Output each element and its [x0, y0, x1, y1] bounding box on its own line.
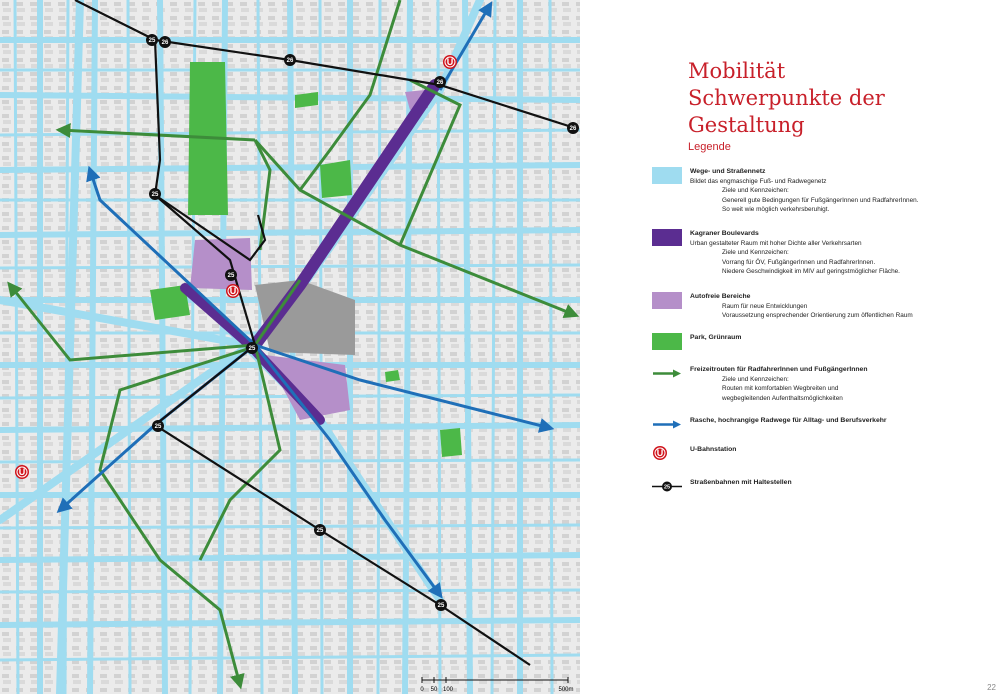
svg-text:25: 25	[151, 192, 159, 198]
svg-text:26: 26	[569, 126, 577, 132]
legend-goal: Voraussetzung ensprechender Orientierung zum öffentlichen Raum	[722, 312, 913, 320]
tram-stop[interactable]	[149, 188, 161, 200]
street-network-swatch	[652, 167, 682, 184]
ubahn-station-icon[interactable]	[15, 465, 29, 479]
svg-text:25: 25	[316, 528, 324, 534]
legend-item-desc: Raum für neue Entwicklungen	[722, 302, 808, 310]
legend-item-title: Straßenbahnen mit Haltestellen	[690, 479, 792, 486]
title-line-1: Mobilität	[688, 59, 786, 83]
svg-text:U: U	[229, 286, 237, 296]
legend-goals-label: Ziele und Kennzeichen:	[722, 187, 789, 195]
park-swatch	[652, 333, 682, 350]
legend-goal: wegbegleitenden Aufenthaltsmöglichkeiten	[722, 394, 843, 402]
svg-text:25: 25	[148, 38, 156, 44]
tram-stop-icon	[652, 478, 682, 495]
svg-text:500m: 500m	[558, 687, 574, 693]
scale-bar	[418, 676, 578, 694]
legend-goal: So weit wie möglich verkehrsberuhigt.	[722, 206, 830, 214]
legend-heading: Legende	[688, 141, 731, 153]
car-free-swatch	[652, 292, 682, 309]
tram-stop[interactable]	[225, 269, 237, 281]
tram-stop[interactable]	[435, 599, 447, 611]
legend-item-title: Rasche, hochrangige Radwege für Alltag- und Berufsverkehr	[690, 417, 887, 424]
svg-text:U: U	[18, 467, 26, 477]
legend-item-title: Park, Grünraum	[690, 334, 742, 341]
svg-text:25: 25	[663, 484, 671, 491]
svg-text:25: 25	[437, 603, 445, 609]
legend-item-title: Wege- und Straßennetz	[690, 168, 766, 175]
tram-stop[interactable]	[146, 34, 158, 46]
legend-item-title: U-Bahnstation	[690, 446, 737, 453]
svg-text:25: 25	[227, 273, 235, 279]
title-line-2: Schwerpunkte der Gestaltung	[688, 86, 885, 137]
svg-text:U: U	[656, 448, 664, 458]
legend-item-desc: Urban gestalteter Raum mit hoher Dichte aller Verkehrsarten	[690, 239, 862, 247]
tram-stop[interactable]	[152, 420, 164, 432]
svg-text:26: 26	[286, 58, 294, 64]
green-arrow-icon	[652, 365, 682, 382]
legend-goal: Niedere Geschwindigkeit im MIV auf geringstmöglicher Fläche.	[722, 268, 900, 276]
legend-goal: Vorrang für ÖV, FußgängerInnen und RadfahrerInnen.	[722, 258, 876, 266]
svg-text:100: 100	[442, 687, 454, 693]
tram-stop[interactable]	[159, 36, 171, 48]
svg-text:26: 26	[161, 40, 169, 46]
blue-arrow-icon	[652, 416, 682, 433]
svg-text:U: U	[446, 57, 454, 67]
tram-stop[interactable]	[567, 122, 579, 134]
tram-stop[interactable]	[314, 524, 326, 536]
legend-goals-label: Ziele und Kennzeichen:	[722, 249, 789, 257]
ubahn-icon	[652, 445, 682, 462]
svg-text:25: 25	[154, 424, 162, 430]
legend-item-title: Freizeitrouten für RadfahrerInnen und FußgängerInnen	[690, 366, 868, 373]
ubahn-station-icon[interactable]	[443, 55, 457, 69]
legend-goal: Generell gute Bedingungen für FußgängerInnen und RadfahrerInnen.	[722, 196, 919, 204]
ubahn-station-icon[interactable]	[226, 284, 240, 298]
boulevard-swatch	[652, 229, 682, 246]
page-number: 22	[987, 683, 996, 692]
legend-goals-label: Ziele und Kennzeichen:	[722, 375, 789, 383]
legend-item-title: Autofreie Bereiche	[690, 293, 751, 300]
svg-text:0: 0	[420, 687, 424, 693]
legend-item-desc: Bildet das engmaschige Fuß- und Radwegenetz	[690, 177, 827, 185]
svg-text:25: 25	[248, 346, 256, 352]
svg-text:50: 50	[430, 687, 438, 693]
tram-stop[interactable]	[434, 76, 446, 88]
legend-item-title: Kagraner Boulevards	[690, 230, 759, 237]
svg-text:26: 26	[436, 80, 444, 86]
legend-goal: Routen mit komfortablen Wegbreiten und	[722, 385, 839, 393]
tram-stop[interactable]	[284, 54, 296, 66]
page-title	[688, 58, 988, 139]
tram-stop[interactable]	[246, 342, 258, 354]
